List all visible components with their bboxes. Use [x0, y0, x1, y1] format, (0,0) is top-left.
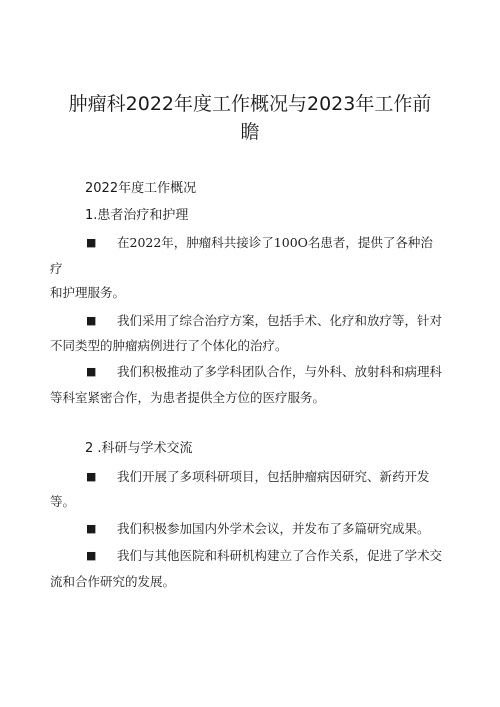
paragraph-line: 等。	[50, 494, 76, 509]
paragraph-line: 我们积极推动了多学科团队合作，与外科、放射科和病理科	[117, 364, 443, 379]
subheading-research: 2 .科研与学术交流	[85, 441, 193, 456]
subheading-patient-care: 1.患者治疗和护理	[85, 208, 189, 223]
paragraph-line: 和护理服务。	[50, 285, 126, 300]
paragraph-line: 疗	[50, 261, 63, 276]
paragraph-line: 我们采用了综合治疗方案，包括手术、化疗和放疗等，针对	[117, 313, 443, 328]
paragraph-line: 流和合作研究的发展。	[50, 574, 176, 589]
document-title-line2: 瞻	[240, 121, 260, 143]
bullet-icon: ■	[86, 314, 97, 327]
document-title-line1: 肿瘤科2022年度工作概况与2023年工作前	[68, 93, 432, 115]
bullet-icon: ■	[86, 470, 97, 483]
paragraph-line: 我们开展了多项科研项目，包括肿瘤病因研究、新药开发	[117, 469, 430, 484]
bullet-icon: ■	[86, 236, 97, 249]
paragraph-line: 我们与其他医院和科研机构建立了合作关系，促进了学术交	[117, 548, 443, 563]
paragraph-line: 在2022年，肿瘤科共接诊了100O名患者，提供了各种治	[117, 235, 433, 250]
bullet-icon: ■	[86, 365, 97, 378]
bullet-icon: ■	[86, 522, 97, 535]
bullet-icon: ■	[86, 549, 97, 562]
section-heading-2022-overview: 2022年度工作概况	[85, 181, 197, 196]
paragraph-line: 等科室紧密合作，为患者提供全方位的医疗服务。	[50, 390, 326, 405]
paragraph-line: 不同类型的肿瘤病例进行了个体化的治疗。	[50, 338, 288, 353]
paragraph-line: 我们积极参加国内外学术会议，并发布了多篇研究成果。	[117, 521, 430, 536]
